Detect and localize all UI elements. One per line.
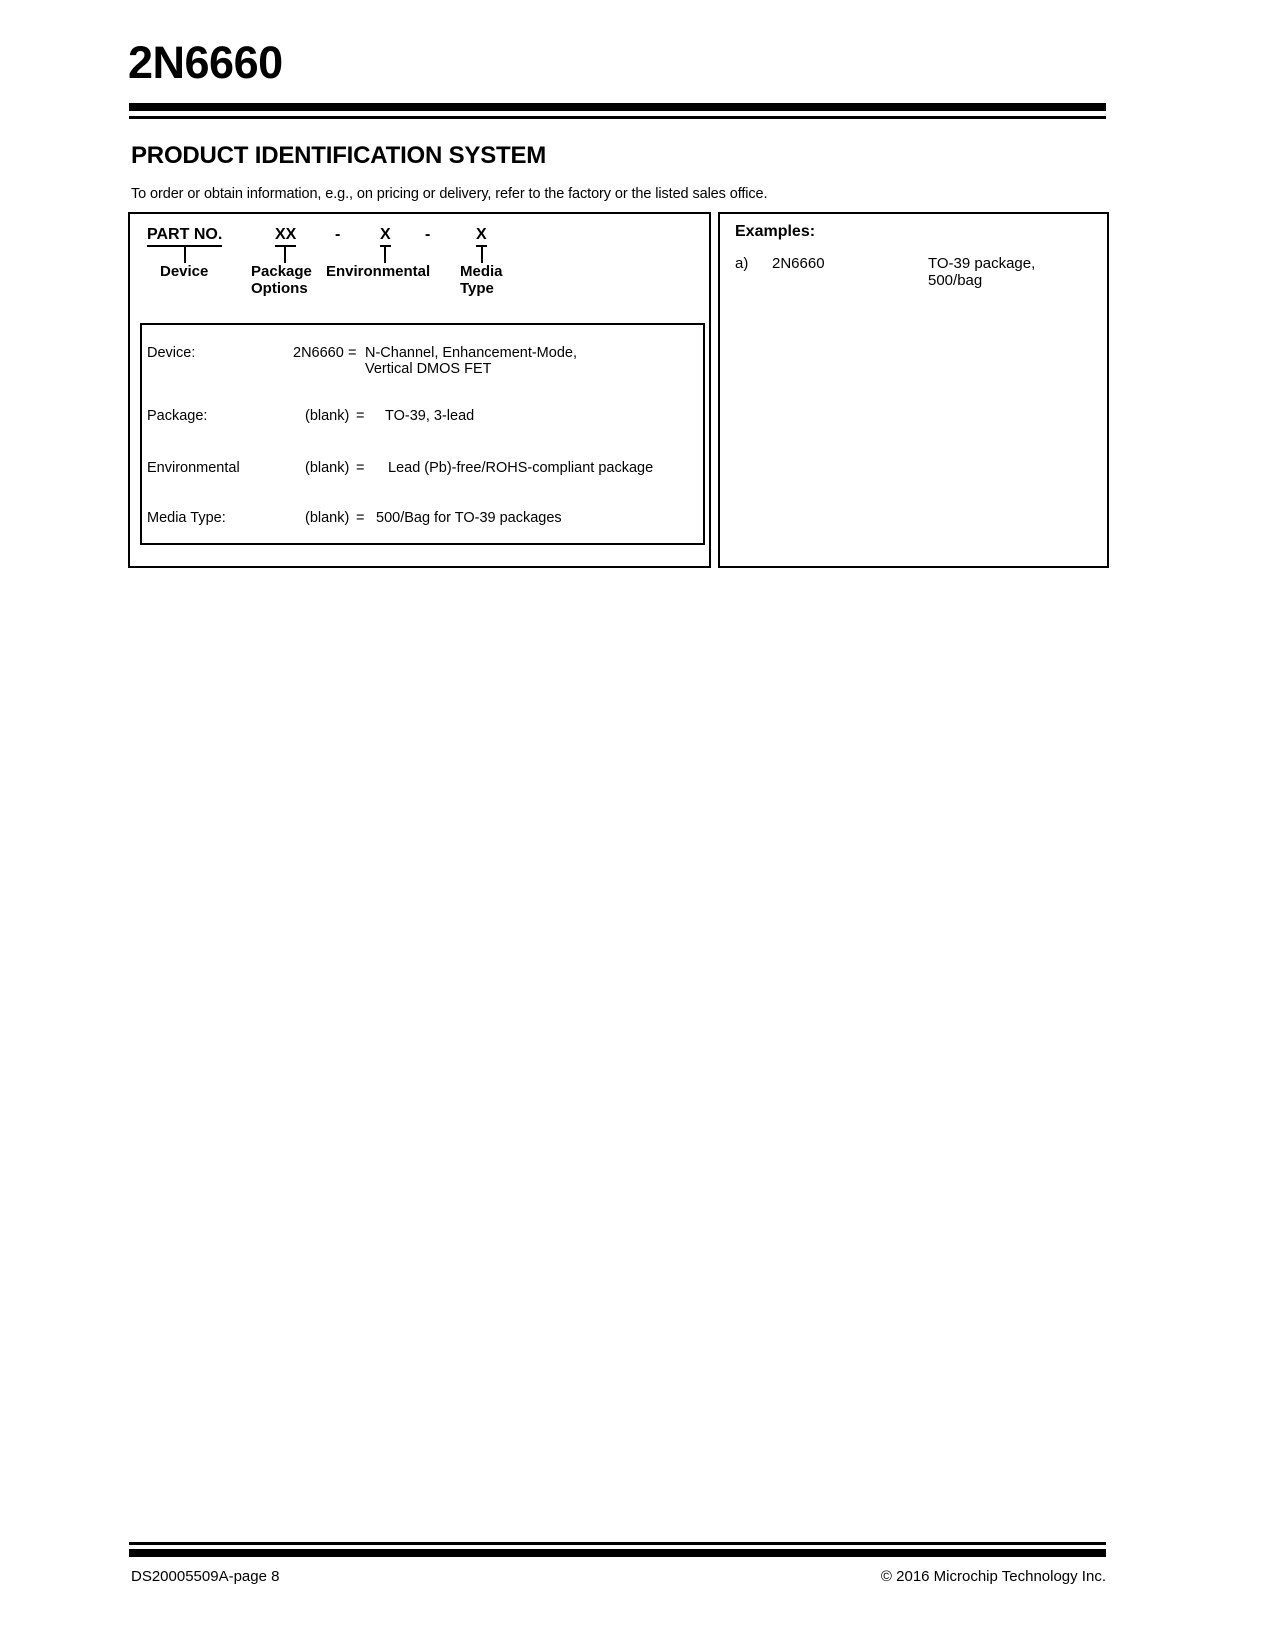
equals-sign: = xyxy=(348,345,357,361)
section-heading: PRODUCT IDENTIFICATION SYSTEM xyxy=(131,142,547,169)
definition-label: Package: xyxy=(147,408,208,424)
example-index: a) xyxy=(735,255,749,272)
field-label-media-type xyxy=(460,263,503,297)
definition-description: 500/Bag for TO-39 packages xyxy=(376,510,562,526)
field-label-media-line1: Media xyxy=(460,263,503,280)
page-title: 2N6660 xyxy=(128,37,283,88)
header-rule-thick xyxy=(129,103,1106,111)
part-no-label: PART NO. xyxy=(147,226,222,247)
connector-tick-environmental xyxy=(384,245,386,263)
definition-code: 2N6660 xyxy=(293,345,344,361)
definition-description-line1: N-Channel, Enhancement-Mode, xyxy=(365,345,577,361)
example-part-number: 2N6660 xyxy=(772,255,825,272)
definition-code: (blank) xyxy=(305,510,350,526)
equals-sign: = xyxy=(356,510,365,526)
equals-sign: = xyxy=(356,460,365,476)
field-label-media-line2: Type xyxy=(460,280,494,297)
definition-description: TO-39, 3-lead xyxy=(385,408,475,424)
definition-code: (blank) xyxy=(305,408,350,424)
example-description-line1: TO-39 package, xyxy=(928,255,1036,272)
separator-dash: - xyxy=(425,226,431,243)
footer-copyright: © 2016 Microchip Technology Inc. xyxy=(880,1568,1106,1585)
definition-description: Lead (Pb)-free/ROHS-compliant package xyxy=(388,460,654,476)
definition-label: Device: xyxy=(147,345,196,361)
definition-label: Environmental xyxy=(147,460,240,476)
footer-document-number: DS20005509A-page 8 xyxy=(131,1568,280,1585)
connector-tick-media xyxy=(481,245,483,263)
examples-heading: Examples: xyxy=(735,223,816,240)
definitions-box xyxy=(140,323,705,545)
example-description-line2: 500/bag xyxy=(928,272,983,289)
example-description xyxy=(928,255,1035,289)
definition-description xyxy=(365,345,577,377)
footer-rule-thin xyxy=(129,1542,1106,1545)
field-label-package-line2: Options xyxy=(251,280,308,297)
ordering-box xyxy=(128,212,711,568)
field-label-package-line1: Package xyxy=(251,263,312,280)
media-code-placeholder: X xyxy=(476,226,487,247)
header-rule-thin xyxy=(129,116,1106,119)
equals-sign: = xyxy=(356,408,365,424)
definition-label: Media Type: xyxy=(147,510,226,526)
definition-code: (blank) xyxy=(305,460,350,476)
intro-paragraph: To order or obtain information, e.g., on pricing or delivery, refer to the factory or the listed sales office. xyxy=(131,186,768,202)
footer-rule-thick xyxy=(129,1549,1106,1557)
connector-tick-package xyxy=(284,245,286,263)
connector-tick-device xyxy=(184,245,186,263)
field-label-package-options xyxy=(251,263,312,297)
field-label-environmental: Environmental xyxy=(326,263,431,280)
field-label-device: Device xyxy=(160,263,209,280)
separator-dash: - xyxy=(335,226,341,243)
environmental-code-placeholder: X xyxy=(380,226,391,247)
package-code-placeholder: XX xyxy=(275,226,296,247)
examples-box xyxy=(718,212,1109,568)
definition-description-line2: Vertical DMOS FET xyxy=(365,361,492,377)
